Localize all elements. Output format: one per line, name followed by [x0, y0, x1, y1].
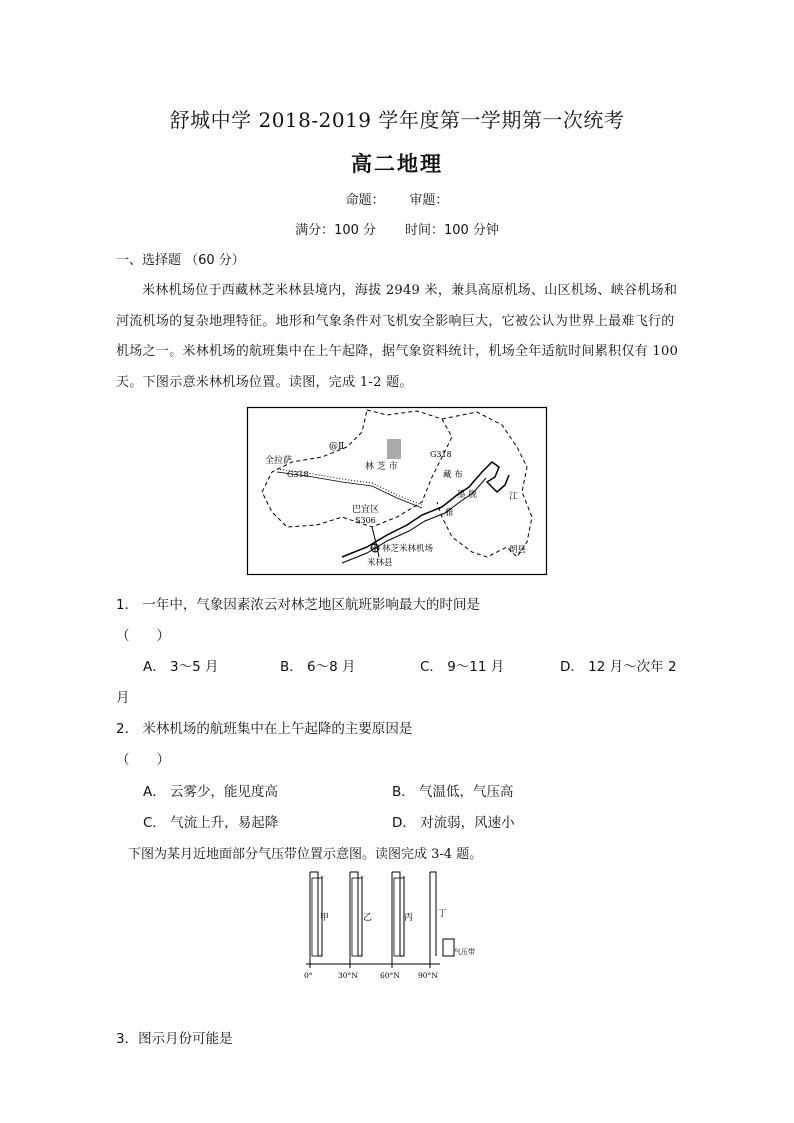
score-time-line	[0, 219, 794, 238]
airport-label: 林芝米林机场	[382, 544, 434, 554]
milin-airport-map	[247, 407, 547, 575]
q1-option-c[interactable]: C． 9～11 月	[420, 659, 505, 675]
belt-bing: 丙	[404, 913, 414, 923]
tick-30n: 30°N	[338, 971, 358, 980]
tick-0: 0°	[304, 971, 313, 980]
legend-symbol: @Ⅱ	[329, 442, 345, 452]
belt-ding: 丁	[438, 909, 448, 919]
q2-paren: （ ）	[116, 752, 170, 768]
proposer-label: 命题：	[345, 193, 385, 208]
ya-label: 雅	[445, 508, 454, 518]
city-label: 林 芝 市	[365, 462, 398, 472]
section-heading: 一、选择题 （60 分）	[116, 253, 245, 268]
baiyiqu-label: 巴宜区	[352, 505, 380, 515]
reviewer-label: 审题：	[409, 193, 449, 208]
passage-1: 米林机场位于西藏林芝米林县境内，海拔 2949 米，兼具高原机场、山区机场、峡谷机场和河流机场的复杂地理特征。地形和气象条件对飞机安全影响巨大，它被公认为世界上最难飞行的机场之一。米林机场的航班集中在上午起降，据气象资料统计，机场全年适航时间累积仅有 100 天。下图示意米林机场位置。读图，完成 1-2 题。	[116, 283, 679, 390]
langxian-label: 朗县	[509, 545, 527, 555]
q3-stem: 3．图示月份可能是	[116, 1031, 233, 1047]
exam-title: 舒城中学 2018-2019 学年度第一学期第一次统考	[169, 108, 625, 132]
pressure-belt-diagram	[300, 868, 475, 983]
tick-90n: 90°N	[418, 971, 438, 980]
q2-option-b[interactable]: B． 气温低，气压高	[392, 784, 514, 800]
q1-paren: （ ）	[116, 628, 170, 644]
river-label: 江	[509, 492, 519, 502]
belt-yi: 乙	[363, 913, 373, 923]
q2-option-d[interactable]: D． 对流弱，风速小	[392, 815, 515, 831]
q1-option-d-wrap: 月	[116, 690, 130, 706]
subject-title: 高二地理	[351, 152, 443, 176]
moci-label: 墨 脱	[457, 490, 477, 500]
milin-label: 米林县	[367, 558, 393, 568]
tick-60n: 60°N	[380, 971, 400, 980]
q2-option-a[interactable]: A． 云雾少，能见度高	[143, 784, 279, 800]
belt-jia: 甲	[320, 913, 330, 923]
s306-label: S306	[355, 516, 376, 525]
q2-option-c[interactable]: C． 气流上升，易起降	[143, 815, 279, 831]
q1-option-d[interactable]: D． 12 月～次年 2	[560, 659, 677, 675]
quanglasa-label: 全拉萨	[265, 456, 293, 466]
legend-label: 气压带	[454, 948, 475, 956]
g318-left-label: G318	[287, 470, 309, 479]
passage-2: 下图为某月近地面部分气压带位置示意图。读图完成 3-4 题。	[128, 847, 483, 862]
g318-right-label: G318	[430, 450, 452, 459]
full-score: 满分：100 分	[295, 223, 377, 238]
q1-option-b[interactable]: B． 6～8 月	[280, 659, 356, 675]
q2-stem: 2． 米林机场的航班集中在上午起降的主要原因是	[116, 721, 413, 737]
jiang-label: 藏 布	[443, 470, 463, 480]
q1-option-a[interactable]: A． 3～5 月	[143, 659, 219, 675]
proposer-line	[0, 189, 794, 208]
exam-time: 时间：100 分钟	[404, 223, 499, 238]
q1-stem: 1． 一年中，气象因素浓云对林芝地区航班影响最大的时间是	[116, 597, 480, 613]
